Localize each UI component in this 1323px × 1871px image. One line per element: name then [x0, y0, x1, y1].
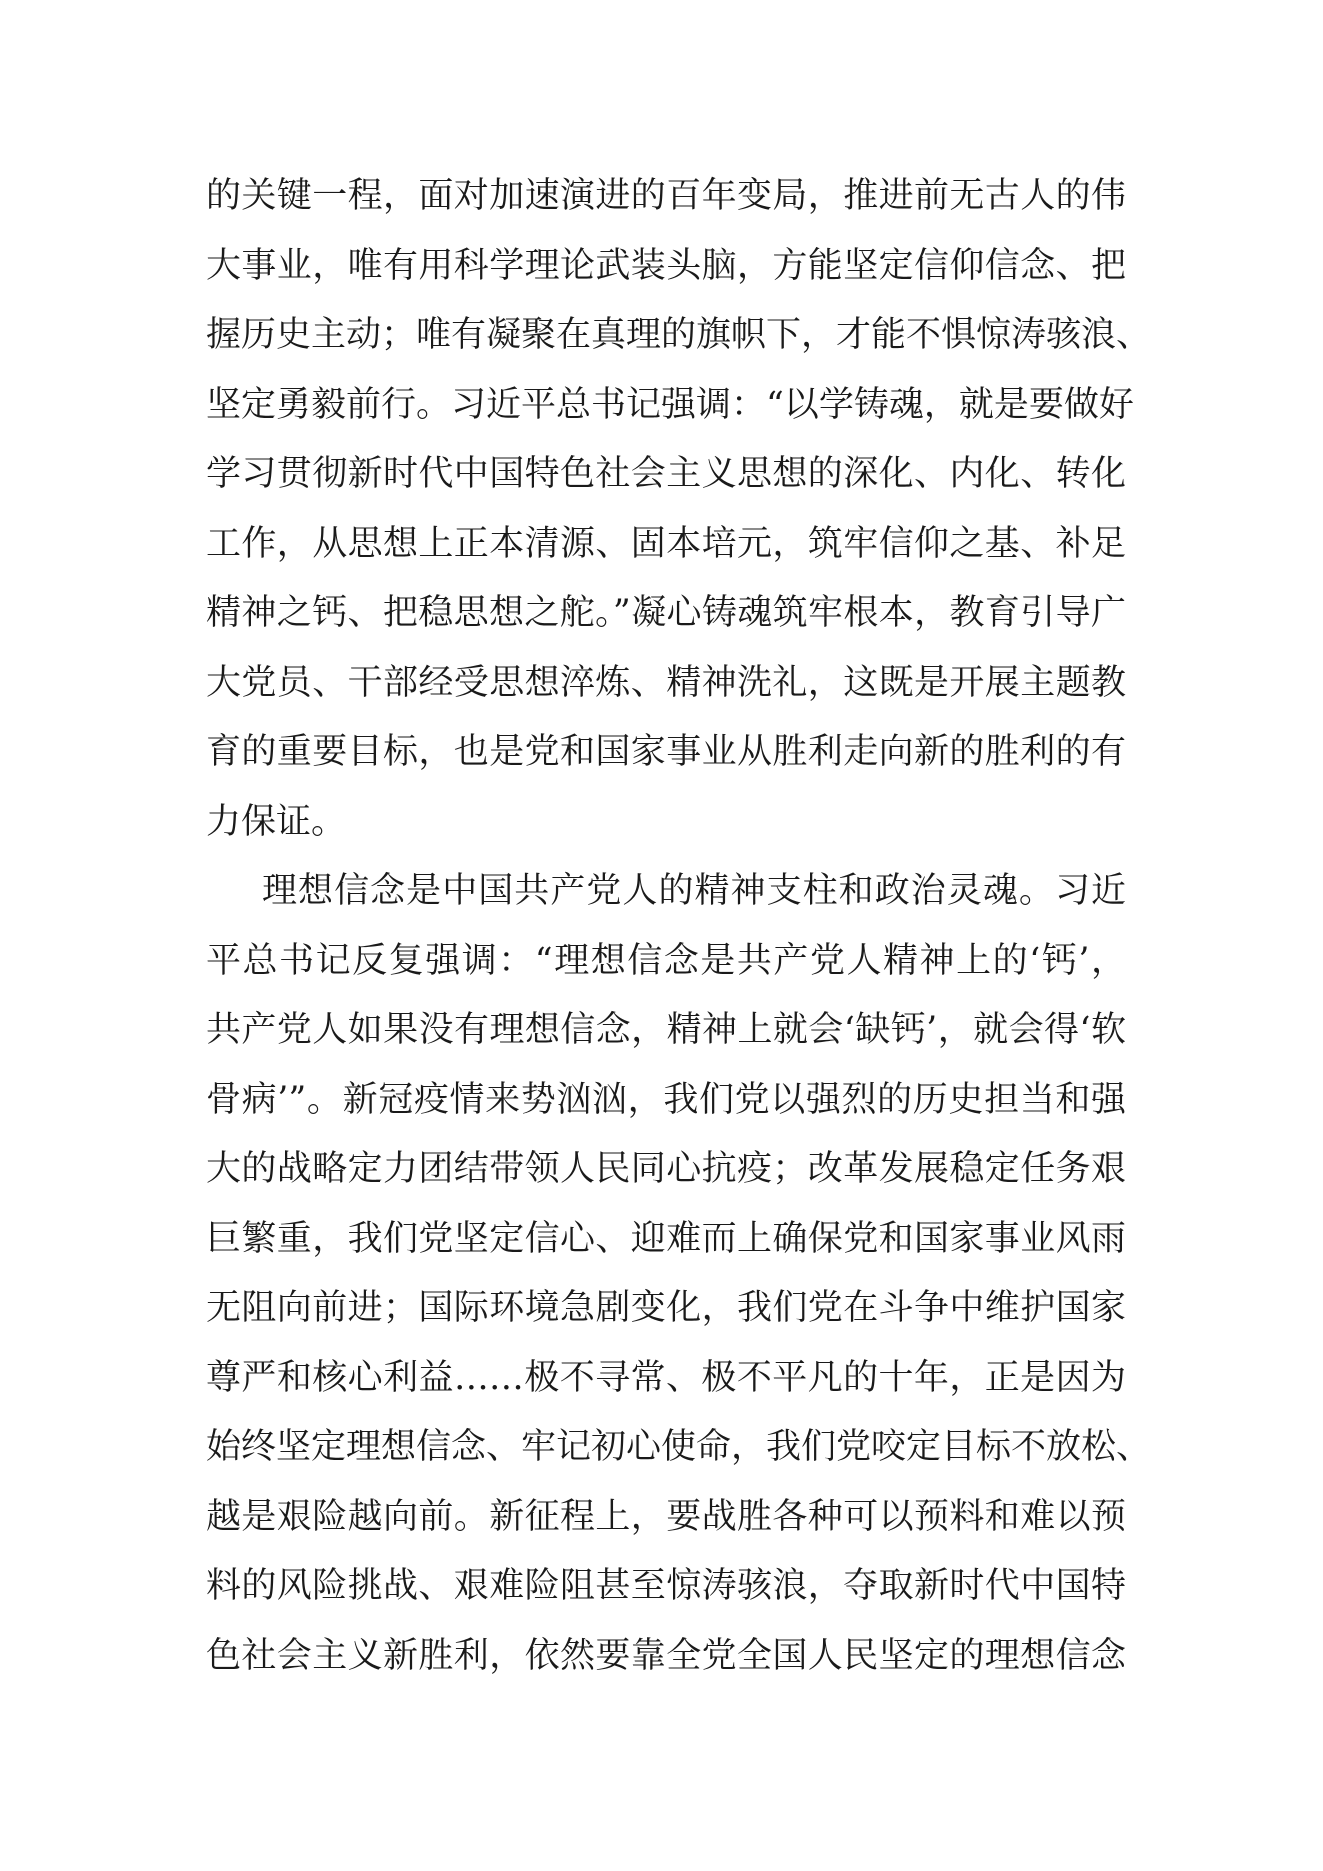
paragraph-line: 色社会主义新胜利，依然要靠全党全国人民坚定的理想信念 [206, 1635, 1126, 1676]
paragraph-line: 大的战略定力团结带领人民同心抗疫；改革发展稳定任务艰 [206, 1149, 1126, 1189]
paragraph-line: 力保证。 [206, 801, 347, 842]
paragraph-line: 无阻向前进；国际环境急剧变化，我们党在斗争中维护国家 [206, 1288, 1126, 1328]
paragraph-line: 骨病’”。新冠疫情来势汹汹，我们党以强烈的历史担当和强 [206, 1079, 1126, 1120]
paragraph-2 [206, 857, 1152, 1691]
paragraph-line: 的关键一程，面对加速演进的百年变局，推进前无古人的伟 [206, 176, 1126, 216]
paragraph-line: 大党员、干部经受思想淬炼、精神洗礼，这既是开展主题教 [206, 662, 1126, 703]
paragraph-line: 平总书记反复强调：“理想信念是共产党人精神上的‘钙’， [206, 940, 1126, 981]
paragraph-line: 理想信念是中国共产党人的精神支柱和政治灵魂。习近 [262, 871, 1126, 911]
paragraph-line: 握历史主动；唯有凝聚在真理的旗帜下，才能不惧惊涛骇浪、 [206, 315, 1152, 355]
paragraph-line: 育的重要目标，也是党和国家事业从胜利走向新的胜利的有 [206, 732, 1126, 772]
document-body [206, 162, 1152, 1691]
paragraph-line: 料的风险挑战、艰难险阻甚至惊涛骇浪，夺取新时代中国特 [206, 1566, 1126, 1606]
paragraph-line: 学习贯彻新时代中国特色社会主义思想的深化、内化、转化 [206, 454, 1126, 494]
paragraph-line: 尊严和核心利益……极不寻常、极不平凡的十年，正是因为 [206, 1357, 1126, 1398]
paragraph-line: 坚定勇毅前行。习近平总书记强调：“以学铸魂，就是要做好 [206, 384, 1134, 425]
paragraph-line: 共产党人如果没有理想信念，精神上就会‘缺钙’，就会得‘软 [206, 1010, 1126, 1050]
paragraph-line: 工作，从思想上正本清源、固本培元，筑牢信仰之基、补足 [206, 523, 1126, 564]
paragraph-line: 始终坚定理想信念、牢记初心使命，我们党咬定目标不放松、 [206, 1427, 1152, 1467]
paragraph-line: 越是艰险越向前。新征程上，要战胜各种可以预料和难以预 [206, 1496, 1126, 1537]
paragraph-1 [206, 162, 1152, 857]
paragraph-line: 精神之钙、把稳思想之舵。”凝心铸魂筑牢根本，教育引导广 [206, 593, 1126, 633]
paragraph-line: 巨繁重，我们党坚定信心、迎难而上确保党和国家事业风雨 [206, 1218, 1126, 1259]
paragraph-line: 大事业，唯有用科学理论武装头脑，方能坚定信仰信念、把 [206, 245, 1126, 286]
